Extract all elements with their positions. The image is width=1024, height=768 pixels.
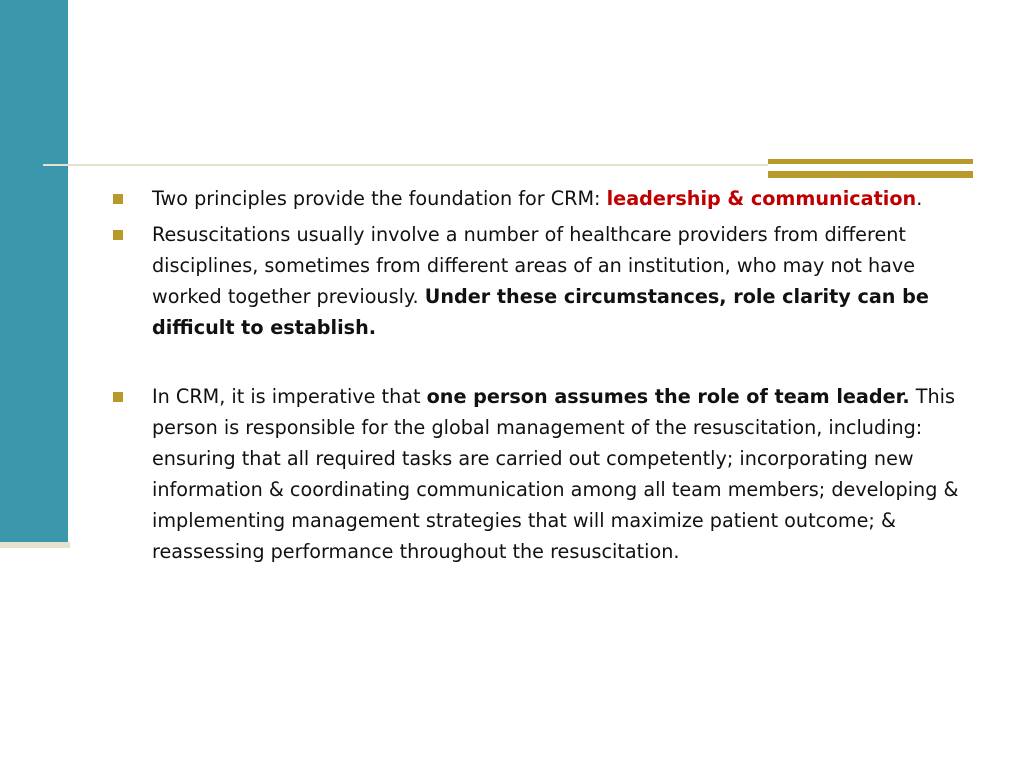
sidebar-band-edge [0,542,70,548]
header-rule [43,164,768,166]
bullet-text: Two principles provide the foundation for CRM: [152,187,607,210]
bullet-crm-principles [113,183,963,214]
bullet-text: In CRM, it is imperative that [152,385,427,408]
header-accent-bar-top [768,159,973,164]
bullet-text: Resuscitations usually involve a number of healthcare providers from different disciplines, sometimes from different areas of an institution, who may not have worked together previously. [152,223,916,308]
bullet-text-trail: . [916,187,923,210]
bullet-team-leader [113,381,963,567]
square-bullet-icon [113,230,123,240]
bullet-emphasis: one person assumes the role of team leader. [426,385,910,408]
square-bullet-icon [113,194,123,204]
bullet-highlight: leadership & communication [606,187,917,210]
sidebar-band [0,0,68,542]
square-bullet-icon [113,392,123,402]
bullet-text-trail: This person is responsible for the global management of the resuscitation, including: ensuring that all required tasks are carried out competently; incorporating new information & coordinating communication among all team members; developing & implementing management strategies that will maximize patient outcome; & reassessing performance throughout the resuscitation. [152,385,959,563]
header-accent-bar-bottom [768,171,973,178]
bullet-emphasis: Under these circumstances, role clarity can be difficult to establish. [152,285,929,339]
bullet-resuscitation-providers [113,219,963,343]
bullet-list [113,183,963,572]
